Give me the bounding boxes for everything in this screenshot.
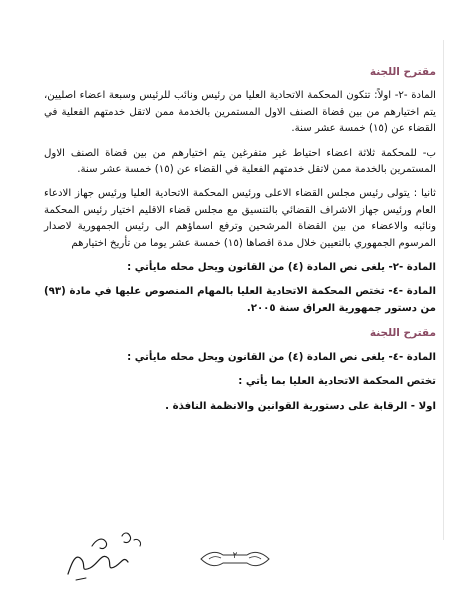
article-4-jurisdiction-paragraph: المادة -٤- تختص المحكمة الاتحادية العليا بالمهام المنصوص عليها في مادة (٩٣) من دستور جمهورية العراق سنة ٢٠٠٥.: [44, 286, 436, 314]
article-4-amendment-line: المادة -٤- يلغى نص المادة (٤) من القانون ويحل محله مايأتي :: [127, 351, 436, 363]
committee-proposal-heading: مقترح اللجنة: [369, 66, 436, 78]
article-2-first-paragraph: المادة -٢- اولاً: تتكون المحكمة الاتحادية العليا من رئيس ونائب للرئيس وسبعة اعضاء اصليين، يتم اختيارهم من بين قضاة الصنف الاول المستمرين بالخدمة ممن لاتقل خدمتهم الفعلية في القضاء عن (١٥) خمسة عشر سنة.: [44, 90, 437, 135]
jurisdiction-item-1: اولا - الرقابة على دستورية القوانين والانظمة النافذة .: [165, 400, 436, 412]
page-number-ornament: [195, 547, 275, 571]
committee-proposal-heading-2: مقترح اللجنة: [369, 327, 436, 340]
article-2-reserve-members-paragraph: ب- للمحكمة ثلاثة اعضاء احتياط غير متفرغين يتم اختيارهم من بين قضاة الصنف الاول المستمرين بالخدمة ممن لاتقل خدمتهم الفعلية في القضاء عن (١٥) خمسة عشر سنة.: [44, 147, 436, 176]
article-2-amendment-line: المادة -٢- يلغى نص المادة (٤) من القانون ويحل محله مايأتي :: [127, 262, 436, 274]
scan-edge-line: [443, 40, 444, 540]
court-jurisdiction-intro: تختص المحكمة الاتحادية العليا بما يأتي :: [238, 376, 436, 388]
article-2-second-paragraph: ثانيا : يتولى رئيس مجلس القضاء الاعلى ورئيس المحكمة الاتحادية العليا ورئيس جهاز الادعاء العام ورئيس جهاز الاشراف القضائي بالتنسيق مع مجلس قضاء الاقليم اختيار رئيس المحكمة ونائبه والاعضاء من بين القضاة المرشحين وترفع اسماؤهم الى رئيس الجمهورية لاصدار المرسوم الجمهوري بالتعيين خلال مدة اقصاها (١٥) خمسة عشر يوما من تأريخ اختيارهم: [44, 188, 436, 249]
document-body: [44, 64, 436, 423]
handwritten-signature: [62, 522, 152, 584]
page-number: ٢: [232, 551, 238, 561]
